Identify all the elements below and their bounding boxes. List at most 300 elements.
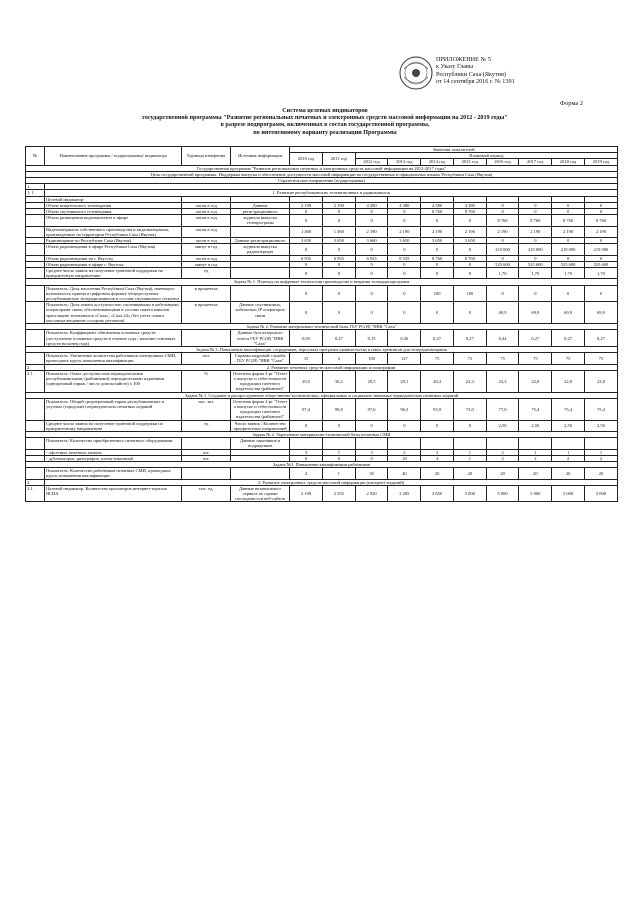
value-cell: 0,05 — [290, 330, 323, 347]
row-number — [26, 330, 45, 347]
value-cell: 6 935 — [322, 255, 355, 261]
value-cell — [519, 438, 552, 449]
value-cell: 0 — [322, 302, 355, 324]
indicator-name: Целевой индикатор. Количество просмотров интернет-портала ЯСИА — [45, 485, 182, 502]
value-cell: 3 650 — [453, 238, 486, 244]
unit-cell — [182, 438, 231, 449]
source-cell: Данные спутниковых, кабельных, IP операторов связи — [231, 302, 290, 324]
value-cell: 8 760 — [421, 209, 454, 215]
value-cell: 219 000 — [519, 244, 552, 255]
source-cell: регистрационного — [231, 209, 290, 215]
value-cell: 0 — [322, 268, 355, 279]
appendix-line: к Указу Главы — [436, 63, 474, 71]
value-cell: 1 — [453, 449, 486, 455]
value-cell: 0 — [519, 209, 552, 215]
col-year: 2013 год — [388, 159, 421, 165]
indicator-name: Радиовещание по Республике Саха (Якутия) — [45, 238, 182, 244]
indicator-name: Целевой индикатор: — [45, 196, 182, 202]
value-cell: 0 — [519, 285, 552, 302]
value-cell: 1,70 — [584, 268, 617, 279]
indicators-table-wrap — [25, 146, 618, 502]
unit-cell: в процентах — [182, 302, 231, 324]
value-cell: 29,5 — [355, 370, 388, 392]
value-cell: 0 — [322, 455, 355, 461]
section-title: 2. Развитие печатных средств массовой информации и полиграфии — [45, 364, 618, 370]
value-cell: 75 — [486, 353, 519, 364]
value-cell: 0 — [421, 215, 454, 226]
indicator-name: Показатель: Количество работников печатных СМИ, прошедших курсы повышения квалификации — [45, 468, 182, 479]
value-cell: 0 — [388, 420, 421, 431]
source-cell: Число заявок / Количество приоритетных направлений — [231, 420, 290, 431]
value-cell: 0 — [552, 238, 585, 244]
seal-stamp — [398, 55, 434, 91]
indicator-name: Объем радиовещания в эфире г. Якутска — [45, 261, 182, 267]
value-cell: 0 — [388, 215, 421, 226]
table-row — [26, 330, 618, 347]
title-line: по интенсивному варианту реализации Программы — [253, 129, 397, 136]
value-cell: 3 — [290, 449, 323, 455]
table-row — [26, 370, 618, 392]
value-cell: 0 — [421, 420, 454, 431]
value-cell: 4 380 — [388, 202, 421, 208]
value-cell: 23,3 — [453, 370, 486, 392]
indicator-name: - офсетных печатных машин; — [45, 449, 182, 455]
row-number: 2.1. — [26, 370, 45, 392]
source-cell — [231, 468, 290, 479]
value-cell: 8 535 — [388, 255, 421, 261]
value-cell: 0 — [388, 244, 421, 255]
value-cell: 75 — [453, 353, 486, 364]
value-cell: 0 — [388, 268, 421, 279]
value-cell: 0 — [519, 238, 552, 244]
section-number: 1. 1. — [26, 190, 45, 196]
value-cell: 2 190 — [388, 226, 421, 237]
value-cell: 4 380 — [421, 202, 454, 208]
value-cell: 219 000 — [552, 244, 585, 255]
value-cell: 0 — [388, 261, 421, 267]
row-number — [26, 420, 45, 431]
value-cell: 30,2 — [322, 370, 355, 392]
row-number — [26, 398, 45, 420]
table-row — [26, 215, 618, 226]
value-cell: 2 190 — [355, 226, 388, 237]
unit-cell: тыс. экз. — [182, 398, 231, 420]
value-cell: 75,4 — [519, 398, 552, 420]
value-cell: 2 555 — [322, 485, 355, 502]
unit-cell: ед — [182, 268, 231, 279]
value-cell: 2 — [552, 455, 585, 461]
indicator-name: Показатель: Количество приобретенного печатного оборудования: — [45, 438, 182, 449]
value-cell: 1 — [322, 468, 355, 479]
value-cell: 0 — [322, 285, 355, 302]
table-row — [26, 268, 618, 279]
source-cell — [231, 268, 290, 279]
value-cell: 0 — [290, 261, 323, 267]
row-number — [26, 215, 45, 226]
value-cell: 75 — [519, 353, 552, 364]
col-source: Источник информации — [231, 147, 290, 166]
col-year: 2019 год — [584, 159, 617, 165]
value-cell: 3 660 — [355, 238, 388, 244]
table-body — [26, 165, 618, 502]
col-no: № — [26, 147, 45, 166]
source-cell — [231, 226, 290, 237]
indicators-table — [25, 146, 618, 502]
value-cell — [453, 438, 486, 449]
value-cell: 0 — [355, 215, 388, 226]
value-cell: 0 — [355, 244, 388, 255]
title-line: государственной программы "Развитие региональных печатных и электронных средств массовой информации на 2012 - 2019 годы" — [142, 115, 508, 122]
value-cell: 525 600 — [584, 261, 617, 267]
unit-cell — [182, 468, 231, 479]
value-cell: 29,1 — [388, 370, 421, 392]
task-title: Задача № 1. Переход на цифровые технологии производства и вещания телерадиопрограмм — [26, 279, 618, 285]
indicator-name: Показатель: Доля охвата доступностью спутниковыми и кабельными операторами связи, обеспечивающими в составе пакета каналов трансляцию телеканалов «Саха», «Саха 24» (без учета охвата массовым вещанием соседних регионов) — [45, 302, 182, 324]
value-cell: 0 — [322, 209, 355, 215]
value-cell: 97,4 — [290, 398, 323, 420]
appendix-line: ПРИЛОЖЕНИЕ № 5 — [436, 56, 492, 63]
strategic-direction: Стратегическое направление (подпрограмма) — [26, 178, 618, 184]
value-cell: 0 — [322, 261, 355, 267]
unit-cell — [182, 330, 231, 347]
program-title: Государственная программа "Развитие региональных печатных и электронных средств массовой информации на 2012-2017 годы" — [26, 165, 618, 171]
value-cell: 2 — [290, 468, 323, 479]
value-cell: 0 — [519, 202, 552, 208]
value-cell: 3 650 — [421, 485, 454, 502]
source-cell: журнала выпуска радиопередач — [231, 244, 290, 255]
title-line: Система целевых индикаторов — [282, 108, 368, 114]
indicator-name: Объем спутникового телевещания — [45, 209, 182, 215]
value-cell: 2,50 — [486, 420, 519, 431]
value-cell: 69,9 — [552, 302, 585, 324]
value-cell — [355, 438, 388, 449]
value-cell: 2 — [519, 455, 552, 461]
value-cell: 0 — [322, 420, 355, 431]
source-cell: Данные — [231, 202, 290, 208]
value-cell: 100 — [453, 285, 486, 302]
value-cell: 75 — [552, 353, 585, 364]
task-title: Задача № 3. Повышение квалификации сотрудников, персонала программ правительства и иных тренингов для телерадиовещания — [26, 346, 618, 352]
value-cell: 0 — [290, 244, 323, 255]
value-cell: 1,70 — [486, 268, 519, 279]
value-cell: 2 920 — [355, 485, 388, 502]
value-cell: 0 — [290, 215, 323, 226]
value-cell: 8 760 — [552, 215, 585, 226]
value-cell: 20 — [453, 468, 486, 479]
value-cell: 0 — [290, 420, 323, 431]
section-number: 2. — [26, 364, 45, 370]
section-title: 1. Развитие республиканских телевизионных и радиоканалов — [45, 190, 618, 196]
value-cell: 28,4 — [421, 370, 454, 392]
row-number — [26, 244, 45, 255]
value-cell: 0 — [355, 261, 388, 267]
table-row — [26, 302, 618, 324]
unit-cell: шт. — [182, 455, 231, 461]
col-year: 2012 год — [355, 159, 388, 165]
unit-cell: минут в год — [182, 261, 231, 267]
value-cell: 0 — [421, 244, 454, 255]
value-cell: 0 — [552, 285, 585, 302]
value-cell: 2 — [322, 353, 355, 364]
value-cell: 22,8 — [519, 370, 552, 392]
value-cell: 3 650 — [421, 238, 454, 244]
value-cell: 20 — [552, 468, 585, 479]
value-cell: 2,50 — [519, 420, 552, 431]
value-cell: 100 — [421, 285, 454, 302]
value-cell: 8 760 — [584, 215, 617, 226]
value-cell: 100 — [355, 353, 388, 364]
value-cell: 2,50 — [584, 420, 617, 431]
value-cell: 8 760 — [453, 209, 486, 215]
value-cell: 0 — [322, 244, 355, 255]
value-cell: 15 — [290, 353, 323, 364]
value-cell: 1,70 — [552, 268, 585, 279]
value-cell: 219 000 — [486, 244, 519, 255]
value-cell: 2 — [486, 449, 519, 455]
col-year: 2016 год — [486, 159, 519, 165]
value-cell: 3 650 — [290, 238, 323, 244]
col-year: 2017 год — [519, 159, 552, 165]
value-cell: 29,5 — [290, 370, 323, 392]
value-cell: 20 — [584, 468, 617, 479]
col-2011: 2011 год — [322, 153, 355, 165]
value-cell: 40 — [388, 468, 421, 479]
value-cell: 2 — [584, 455, 617, 461]
value-cell: 2 — [486, 455, 519, 461]
value-cell: 0 — [584, 209, 617, 215]
value-cell: 0,36 — [388, 330, 421, 347]
value-cell: 0,27 — [453, 330, 486, 347]
value-cell: 5 000 — [552, 485, 585, 502]
value-cell: 8 760 — [486, 215, 519, 226]
value-cell: 22,8 — [552, 370, 585, 392]
value-cell: 0 — [388, 209, 421, 215]
indicator-name: Показатель: Охват доступностью периодическими республиканскими, (районными) периодическими изданиями (одноразовый тираж / число домохозяйств) х 100 — [45, 370, 182, 392]
value-cell: 1 460 — [322, 226, 355, 237]
source-cell: журнала выпуска телепрограмм — [231, 215, 290, 226]
value-cell: 0 — [584, 285, 617, 302]
value-cell: 75 — [584, 353, 617, 364]
form-label: Форма 2 — [560, 100, 583, 107]
value-cell: 2 190 — [519, 226, 552, 237]
col-year: 2014 год — [421, 159, 454, 165]
value-cell: 20 — [486, 468, 519, 479]
value-cell: 0 — [421, 268, 454, 279]
value-cell: 0,27 — [552, 330, 585, 347]
source-cell: Данные независимого сервиса по оценке посещаемости веб-сайтов — [231, 485, 290, 502]
value-cell: 525 600 — [519, 261, 552, 267]
value-cell: 0 — [584, 202, 617, 208]
value-cell: 0 — [388, 285, 421, 302]
value-cell: 30 — [355, 468, 388, 479]
title-line: в разрезе подпрограмм, включенных в состав государственной программы, — [220, 122, 430, 129]
value-cell: 0,15 — [355, 330, 388, 347]
row-number — [26, 438, 45, 449]
source-cell: Отчетная форма 2-рг "Отчет о выпуске и себестоимости продукции газетного издательства (районное)" — [231, 398, 290, 420]
value-cell: 5 000 — [453, 485, 486, 502]
value-cell: 8 760 — [453, 255, 486, 261]
task-title: Задача № 2. Развитие материально-технической базы ГБУ РС(Я) "НВК "Саха" — [26, 324, 618, 330]
value-cell: 0 — [388, 302, 421, 324]
row-number — [26, 226, 45, 237]
value-cell: 2 190 — [421, 226, 454, 237]
task-title: Задача № 1. Создание и распространение общественно-политических, официальных и социально значимых периодических печатных изданий — [26, 392, 618, 398]
value-cell: 0 — [355, 209, 388, 215]
value-cell: 1 — [552, 449, 585, 455]
unit-cell: в процентах — [182, 285, 231, 302]
value-cell: 0 — [290, 285, 323, 302]
indicator-name: Объем радиовещания на г. Якутску — [45, 255, 182, 261]
value-cell: 3 — [355, 449, 388, 455]
value-cell: 0 — [486, 285, 519, 302]
value-cell: 0 — [519, 255, 552, 261]
value-cell — [486, 438, 519, 449]
unit-cell: % — [182, 370, 231, 392]
row-number: 3.1. — [26, 485, 45, 502]
value-cell: 0 — [584, 238, 617, 244]
value-cell: 219 000 — [584, 244, 617, 255]
value-cell: 0 — [355, 268, 388, 279]
value-cell: 0 — [453, 420, 486, 431]
value-cell: 3 285 — [388, 485, 421, 502]
value-cell: 0,27 — [584, 330, 617, 347]
appendix-line: Республики Саха (Якутия) — [436, 70, 506, 78]
unit-cell: часов в год — [182, 255, 231, 261]
source-cell: Данные регистрационного — [231, 238, 290, 244]
value-cell — [290, 438, 323, 449]
value-cell: 99,8 — [322, 398, 355, 420]
value-cell — [322, 438, 355, 449]
value-cell: 2,50 — [552, 420, 585, 431]
value-cell: 0 — [355, 420, 388, 431]
indicator-name: Объем вещательного телевидения — [45, 202, 182, 208]
value-cell: 0 — [355, 285, 388, 302]
col-2010: 2010 год — [290, 153, 323, 165]
value-cell: 0 — [584, 255, 617, 261]
unit-cell: часов в год — [182, 202, 231, 208]
value-cell: 18 — [388, 455, 421, 461]
value-cell: 3 650 — [388, 238, 421, 244]
value-cell: 0 — [552, 202, 585, 208]
value-cell — [584, 438, 617, 449]
value-cell: 96,3 — [388, 398, 421, 420]
row-number — [26, 468, 45, 479]
source-cell: Данные бухгалтерского отчета ГБУ РС(Я) "НВК "Саха" — [231, 330, 290, 347]
value-cell: 6 935 — [290, 255, 323, 261]
value-cell: 20 — [519, 468, 552, 479]
source-cell — [231, 285, 290, 302]
col-plan: Плановый период — [355, 153, 617, 159]
source-cell: Отчетная форма 2-рг "Отчет о выпуске и себестоимости продукции газетного издательства (районное)" — [231, 370, 290, 392]
source-cell: Данные заказчиков и подрядчиков — [231, 438, 290, 449]
value-cell: 93,9 — [421, 398, 454, 420]
value-cell: 4 — [421, 455, 454, 461]
value-cell: 0 — [290, 302, 323, 324]
value-cell: 0 — [355, 455, 388, 461]
value-cell — [552, 438, 585, 449]
col-name: Наименование программы / подпрограммы/ индикатора — [45, 147, 182, 166]
unit-cell: тыс. ед. — [182, 485, 231, 502]
table-row — [26, 244, 618, 255]
value-cell: 4 280 — [355, 202, 388, 208]
table-row — [26, 438, 618, 449]
value-cell: 0 — [355, 302, 388, 324]
value-cell: 0 — [453, 302, 486, 324]
value-cell: 0 — [290, 455, 323, 461]
section-number: 3. — [26, 479, 45, 485]
value-cell: 525 600 — [552, 261, 585, 267]
source-cell: Справка кадровой службы ГБУ РС(Я) "НВК "Саха" — [231, 353, 290, 364]
value-cell: 0 — [421, 261, 454, 267]
value-cell: 97,6 — [355, 398, 388, 420]
value-cell: 20 — [421, 468, 454, 479]
unit-cell: шт. — [182, 449, 231, 455]
value-cell: 2 190 — [552, 226, 585, 237]
value-cell: 525 600 — [486, 261, 519, 267]
value-cell: 5 000 — [584, 485, 617, 502]
value-cell: 1 460 — [290, 226, 323, 237]
value-cell: 2 190 — [322, 202, 355, 208]
program-goal: Цель государственной программы: Поддержка выпуска и обеспечение доступности массовой информации на государственных и официальных языках Республики Саха (Якутия) — [26, 171, 618, 177]
indicator-name: Показатель: Коэффициент обновления основных средств (поступление основных средств в течение года / наличие основных средств на конец года) — [45, 330, 182, 347]
row-number — [26, 353, 45, 364]
value-cell: 2 190 — [290, 202, 323, 208]
indicator-name: Показатель: Доля населения Республики Саха (Якутия), имеющего возможность приема в цифровом формате общедоступных республиканских телерадиоканалов в составе спутникового сегмента — [45, 285, 182, 302]
value-cell: 2 — [388, 449, 421, 455]
value-cell: 69,9 — [584, 302, 617, 324]
value-cell: 0,27 — [519, 330, 552, 347]
value-cell: 75,4 — [584, 398, 617, 420]
value-cell: 73,0 — [453, 398, 486, 420]
value-cell: 0 — [421, 302, 454, 324]
value-cell: 75,4 — [552, 398, 585, 420]
row-number — [26, 302, 45, 324]
table-row — [26, 485, 618, 502]
value-cell: 0 — [290, 268, 323, 279]
value-cell: 2 190 — [584, 226, 617, 237]
unit-cell: часов в год — [182, 238, 231, 244]
value-cell: 0 — [486, 202, 519, 208]
indicator-name: Показатель: Увеличение количества работников электронных СМИ, прошедших курсы повышения квалификации — [45, 353, 182, 364]
task-title: Задача №3. Повышение квалификации работников — [26, 461, 618, 467]
appendix-line: от 14 сентября 2016 г. № 1391 — [436, 78, 515, 86]
appendix-note — [436, 56, 606, 86]
value-cell: 0 — [453, 244, 486, 255]
value-cell: 8 760 — [519, 215, 552, 226]
value-cell: 4 380 — [453, 202, 486, 208]
table-row — [26, 420, 618, 431]
value-cell: 1 — [519, 449, 552, 455]
value-cell: 0 — [453, 268, 486, 279]
value-cell: 0 — [486, 238, 519, 244]
value-cell: 5 000 — [486, 485, 519, 502]
unit-cell: ед — [182, 420, 231, 431]
unit-cell: минут в год — [182, 244, 231, 255]
value-cell: 22,8 — [584, 370, 617, 392]
value-cell: 69,9 — [519, 302, 552, 324]
table-row — [26, 353, 618, 364]
col-year: 2015 год — [453, 159, 486, 165]
value-cell — [388, 438, 421, 449]
row-number — [26, 285, 45, 302]
value-cell: 75 — [421, 353, 454, 364]
col-unit: Единица измерения — [182, 147, 231, 166]
value-cell: 0 — [322, 215, 355, 226]
indicator-name: Среднее число заявок на получение грантовой поддержки по приоритетному направлению — [45, 420, 182, 431]
task-title: Задача № 2. Укрепление материально-технической базы печатных СМИ — [26, 431, 618, 437]
col-values: Значения показателей — [290, 147, 618, 153]
value-cell: 1 — [453, 455, 486, 461]
